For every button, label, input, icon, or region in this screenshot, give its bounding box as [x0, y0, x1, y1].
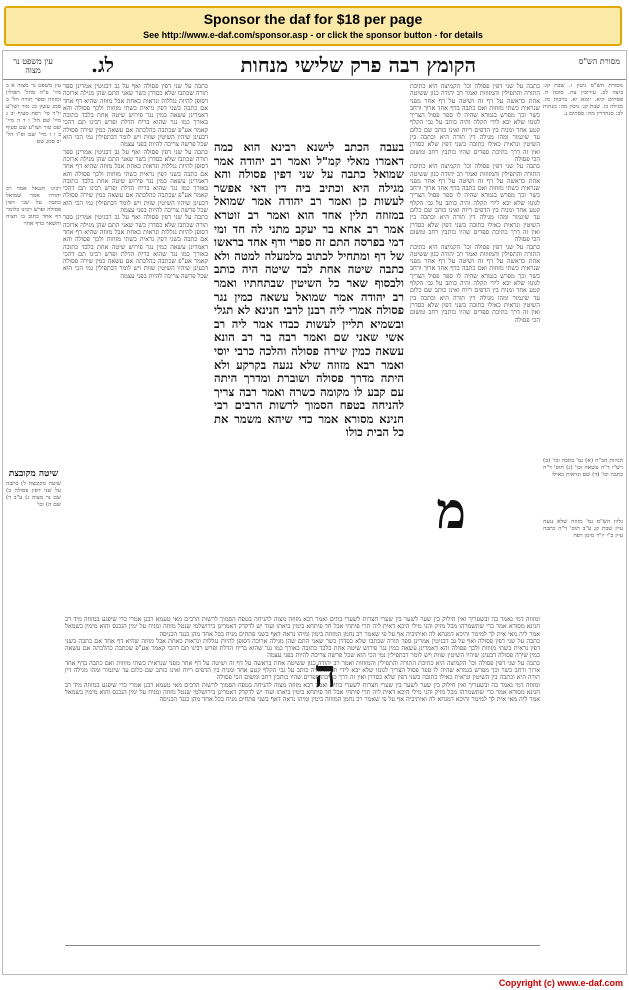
- gilyon-hashas: גליון הש"ס גמ' מזוזה שלא נגעה עיין שבת קג ע"ב תוס' ד"ה כתבה עיין ב"י יו"ד סימן רפח: [543, 519, 623, 539]
- masoret-hashas-text: מסורת הש"ס גיטין ו. שבת קג: ביצה לב. עירובין צח. סוכה ח. פסחים קיא. יומא יא. ברכות מז. מגילה כו. שבת קג: גיטין מה: מנחות לב: סנהדרין מח: פסחים נ.: [543, 83, 623, 117]
- tosafot-column: [63, 83, 208, 613]
- page-header: [3, 53, 626, 79]
- big-letter-2: ה: [314, 651, 336, 696]
- chapter-title: הקומץ רבה פרק שלישי מנחות: [240, 53, 476, 77]
- ein-mishpat-text: עין משפט נר מצוה א ב מיי' פ"ה מהל' תפילין ומזוזה וספר תורה הל' ב סמג עשין כג טור ושו"ע יו"ד סי' רפח סעיף יב ג מיי' שם הל' ו ד ה מיי' שם טור ושו"ע שם סעיף ב ו ז מיי' שם ופ"ו הל' יב סמג שם: [6, 83, 61, 145]
- bottom-commentary: [65, 616, 540, 941]
- rashi-text-cont2: כתבה על שני דפין פסולה וכו' הקמיצה היא כתיבת התורה והתפילין והמזוזות ואמר רב יהודה כגון ששיטה אחת בראשה על דף זה ושיטה על דף אחר מפני שנראית כשתי מזוזות ואם כתבה בדף אחד ארוך ורחב כשר וכך מפרש בגמרא שהיה לו ספר פסול הצריך לגונזו שלא יבא לידי תקלה והיה כותב על גבי הקלף קטע אחד ומניח בין הדפים ריוח ואינו כותב שם כלום עד שיגמור ומהו מגילה דין תורה היא וכתבה בין השיטין ונראית כאילו כתובה בשני דפין שלא כסדרן ואין זה דרך כתיבת ספרים שהיו כותבין רחב ומשום הכי פסולה: [410, 243, 540, 324]
- bottom-commentary-text-4: ומזוזה דמי נאמר בה ובשעריך ואין חילוק בין שער לשער בין שערי חצרות לשערי בתים ואמר רבא מזוזה מצוה להניחה בטפח הסמוך לרשות הרבים מאי טעמא רבנן אמרי כדי שיפגע במזוזה מיד רב חנינא מסורא אמר כדי שתשמרהו מכל מזיק והני מילי היכא דאית ליה תרי פיתחי אבל חד פיתחא בימין ביאתו ועוד יש לדקדק דאמרינן בירושלמי שנטל מזוזה ומניח על ימין הנכנס והוא מימין בשמאל אמר ליה מאי אית לך למימר והיכא דמנחא לה ואיתיביה אף על פי שאמר רב נחמן המזוזה בימין ומיהו נראה דאף בשני פתחים מניח בכל אחד מהן כנגד הכניסה: [65, 681, 540, 704]
- shita-mekubetzet-heading: שיטה מקובצת: [8, 469, 59, 479]
- gemara-text: בעבה הכתב לישנא רבינא הוא כמה דאמרו מאלי קמ"ל ואמר רב יהודה אמר שמואל כתבה על שני דפין פסולה והא מגילה היא וכתיב ביה דין דאי אפשר לעשות כן ואמר רב יהודה אמר שמואל במזוזה תלין אחד הוא ואמר רב זוטרא אמר רב אחא בר יעקב מתני לה חד ומי דמי בפרסה התם זה ספרי ודף אחד בראשו של דף ומתחיל לכתוב מלמעלה למטה ולא כתבה שיטה אחת לבד שיטה היה כותב ולבסוף שאר כל השיטין שבתחתיו ואמר רב יהודה אמר שמואל עשאה כמין נגר פסולה אמרי ליה רבנן לרבי חנינא לא תגלי ובשמיא תליין לעשות כבדו אמר ליה רב אשי שאני שם ואמר רבה בר רב הונא עשאה כמין שירה פסולה והלכה כרבי יוסי ואמר רבא מזוזה שלא נגעה בקרקע ולא היתה מדרך פסולה ושוברת ומדרך היתה עם קבע לו מקומה כשרה ואמר רבה צריך להניחה בטפח הסמוך לרשות הרבים רבי חנינא מסורא אמר כדי שיהא משמר את כל הבית כולו: [214, 141, 404, 440]
- left-margin: [6, 83, 61, 943]
- gemara-main-text: [214, 141, 404, 601]
- sponsor-banner[interactable]: [4, 6, 622, 46]
- rashi-text: כתבה על שני דפין פסולה וכו' הקמיצה היא כתיבת התורה והתפילין והמזוזות ואמר רב יהודה כגון ששיטה אחת בראשה על דף זה ושיטה על דף אחר מפני שנראית כשתי מזוזות ואם כתבה בדף אחד ארוך ורחב כשר וכך מפרש בגמרא שהיה לו ספר פסול הצריך לגונזו שלא יבא לידי תקלה והיה כותב על גבי הקלף קטע אחד ומניח בין הדפים ריוח ואינו כותב שם כלום עד שיגמור ומהו מגילה דין תורה היא וכתבה בין השיטין ונראית כאילו כתובה בשני דפין שלא כסדרן ואין זה דרך כתיבת ספרים שהיו כותבין רחב ומשום הכי פסולה: [410, 83, 540, 163]
- ein-mishpat-label: עין משפט נר מצוה: [13, 57, 53, 75]
- masoret-hashas-label: מסורת הש"ס: [578, 57, 620, 66]
- hagahot-habach: הגהות הב"ח (א) גמ' כתבה וכו' (ב) רש"י ד"ה עשאה וכו' (ג) תוס' ד"ה כתבה וכו' (ד) שם ונראית כאילו: [543, 458, 623, 478]
- footer-divider: [65, 945, 540, 946]
- right-margin: [543, 83, 623, 943]
- initial-letter-1: [416, 481, 466, 551]
- tosafot-text-cont2: כתבה על שני דפין פסולה ואף על גב דבגיטין אמרינן ספר תורה שכתבו שלא כסדרן כשר שאני התם שהן מגילה ארוכה דסופן להיות נגללות ונראות כאחת אבל מזוזה שהיא דף אחד אם כתבה בשני דפין נראית כשתי מזוזות ולכך פסולה והא דאמרינן עשאה כמין נגר פירוש שיטה אחת בלבד כתובה באורך כמו נגר שהוא בריח הדלת ופרש רבינו תם דהכי קאמר אע"פ שכתבה כהלכתה אם עשאה כמין שירה פסולה דבעינן שיהיו השיטין שוות ויש לומר דבתפילין נמי הכי הוא שכל פרשה צריכה להיות בפני עצמה: [63, 214, 208, 280]
- talmud-page: [2, 50, 627, 975]
- sponsor-title[interactable]: Sponsor the daf for $18 per page: [203, 11, 423, 27]
- page-number: לג.: [91, 53, 114, 77]
- tosafot-text: כתבה על שני דפין פסולה ואף על גב דבגיטין אמרינן ספר תורה שכתבו שלא כסדרן כשר שאני התם שהן מגילה ארוכה דסופן להיות נגללות ונראות כאחת אבל מזוזה שהיא דף אחד אם כתבה בשני דפין נראית כשתי מזוזות ולכך פסולה והא דאמרינן עשאה כמין נגר פירוש שיטה אחת בלבד כתובה באורך כמו נגר שהוא בריח הדלת ופרש רבינו תם דהכי קאמר אע"פ שכתבה כהלכתה אם עשאה כמין שירה פסולה דבעינן שיהיו השיטין שוות ויש לומר דבתפילין נמי הכי הוא שכל פרשה צריכה להיות בפני עצמה: [63, 83, 208, 149]
- rashi-text-cont: כתבה על שני דפין פסולה וכו' הקמיצה היא כתיבת התורה והתפילין והמזוזות ואמר רב יהודה כגון ששיטה אחת בראשה על דף זה ושיטה על דף אחר מפני שנראית כשתי מזוזות ואם כתבה בדף אחד ארוך ורחב כשר וכך מפרש בגמרא שהיה לו ספר פסול הצריך לגונזו שלא יבא לידי תקלה והיה כותב על גבי הקלף קטע אחד ומניח בין הדפים ריוח ואינו כותב שם כלום עד שיגמור ומהו מגילה דין תורה היא וכתבה בין השיטין ונראית כאילו כתובה בשני דפין שלא כסדרן ואין זה דרך כתיבת ספרים שהיו כותבין רחב ומשום הכי פסולה: [410, 163, 540, 244]
- copyright-link[interactable]: Copyright (c) www.e-daf.com: [498, 978, 623, 988]
- shita-mekubetzet-text: שיטה מקובצת ל) כתבה על שני דפין פסולה ב) שם נר מצוה ג) ע"ב ד) שם ה) וכו': [6, 481, 61, 508]
- bottom-commentary-text-2: כתבה על שני דפין פסולה ואף על גב דבגיטין אמרינן ספר תורה שכתבו שלא כסדרן כשר שאני התם שהן מגילה ארוכה דסופן להיות נגללות ונראות כאחת אבל מזוזה שהיא דף אחד אם כתבה בשני דפין נראית כשתי מזוזות ולכך פסולה והא דאמרינן עשאה כמין נגר פירוש שיטה אחת בלבד כתובה באורך כמו נגר שהוא בריח הדלת ופרש רבינו תם דהכי קאמר אע"פ שכתבה כהלכתה אם עשאה כמין שירה פסולה דבעינן שיהיו השיטין שוות ויש לומר דבתפילין נמי הכי הוא שכל פרשה צריכה להיות בפני עצמה: [65, 637, 540, 660]
- tosafot-text-cont: כתבה על שני דפין פסולה ואף על גב דבגיטין אמרינן ספר תורה שכתבו שלא כסדרן כשר שאני התם שהן מגילה ארוכה דסופן להיות נגללות ונראות כאחת אבל מזוזה שהיא דף אחד אם כתבה בשני דפין נראית כשתי מזוזות ולכך פסולה והא דאמרינן עשאה כמין נגר פירוש שיטה אחת בלבד כתובה באורך כמו נגר שהוא בריח הדלת ופרש רבינו תם דהכי קאמר אע"פ שכתבה כהלכתה אם עשאה כמין שירה פסולה דבעינן שיהיו השיטין שוות ויש לומר דבתפילין נמי הכי הוא שכל פרשה צריכה להיות בפני עצמה: [63, 148, 208, 215]
- bottom-commentary-text-3: כתבה על שני דפין פסולה וכו' הקמיצה היא כתיבת התורה והתפילין והמזוזות ואמר רב יהודה כגון ששיטה אחת בראשה על דף זה ושיטה על דף אחר מפני שנראית כשתי מזוזות ואם כתבה בדף אחד ארוך ורחב כשר וכך מפרש בגמרא שהיה לו ספר פסול הצריך לגונזו שלא יבא לידי תקלה והיה כותב על גבי הקלף קטע אחד ומניח בין הדפים ריוח ואינו כותב שם כלום עד שיגמור ומהו מגילה דין תורה היא וכתבה בין השיטין ונראית כאילו כתובה בשני דפין שלא כסדרן ואין זה דרך כתיבת ספרים שהיו כותבין רחב ומשום הכי פסולה: [65, 659, 540, 682]
- header-divider: [3, 79, 626, 80]
- rabbeinu-chananel: רבינו חננאל אמר רב יהודה אמר שמואל כתבה על שני דפין פסולה ופרש רבינו כלומר דף אחד כתוב בו חציה והשאר בדף אחר: [6, 186, 61, 227]
- big-letter-1: מ: [436, 481, 466, 540]
- bottom-commentary-text: ומזוזה דמי נאמר בה ובשעריך ואין חילוק בין שער לשער בין שערי חצרות לשערי בתים ואמר רבא מזוזה מצוה להניחה בטפח הסמוך לרשות הרבים מאי טעמא רבנן אמרי כדי שיפגע במזוזה מיד רב חנינא מסורא אמר כדי שתשמרהו מכל מזיק והני מילי היכא דאית ליה תרי פיתחי אבל חד פיתחא בימין ביאתו ועוד יש לדקדק דאמרינן בירושלמי שנטל מזוזה ומניח על ימין הנכנס והוא מימין בשמאל אמר ליה מאי אית לך למימר והיכא דמנחא לה ואיתיביה אף על פי שאמר רב נחמן המזוזה בימין ומיהו נראה דאף בשני פתחים מניח בכל אחד מהן כנגד הכניסה: [65, 616, 540, 638]
- sponsor-subtitle[interactable]: See http://www.e-daf.com/sponsor.asp - or click the sponsor button - for details: [143, 30, 483, 40]
